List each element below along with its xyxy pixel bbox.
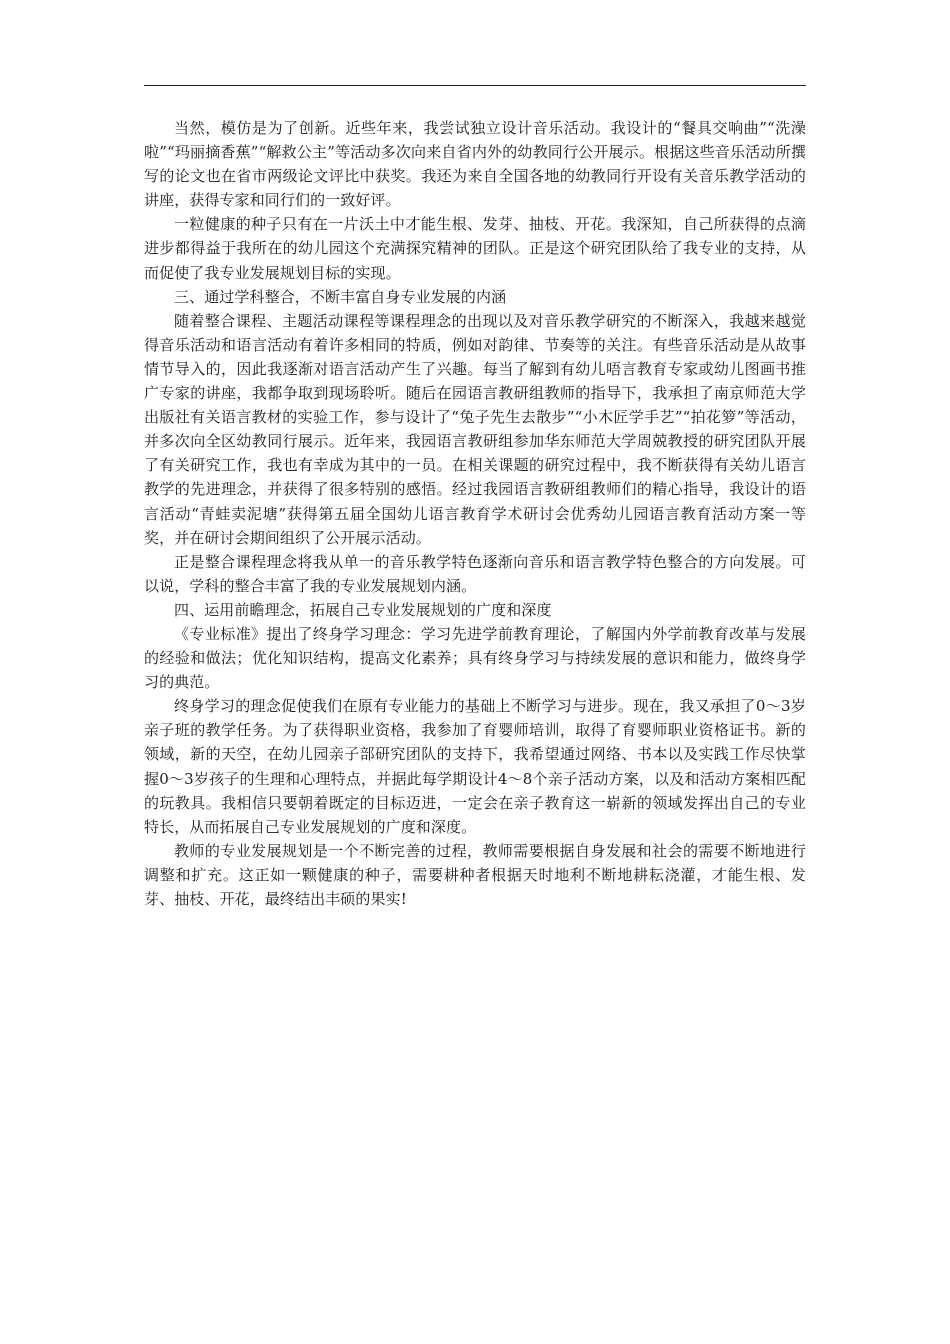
document-body xyxy=(144,116,806,911)
section-heading-3: 三、通过学科整合，不断丰富自身专业发展的内涵 xyxy=(174,287,507,306)
paragraph-integration-summary: 正是整合课程理念将我从单一的音乐教学特色逐渐向音乐和语言教学特色整合的方向发展。可以说，学科的整合丰富了我的专业发展规划内涵。 xyxy=(144,552,806,595)
section-heading-4: 四、运用前瞻理念，拓展自己专业发展规划的广度和深度 xyxy=(174,600,552,619)
header-rule xyxy=(144,85,806,86)
paragraph-integrated-curriculum: 随着整合课程、主题活动课程等课程理念的出现以及对音乐教学研究的不断深入，我越来越觉得音乐活动和语言活动有着许多相同的特质，例如对韵律、节奏等的关注。有些音乐活动是从故事情节导入的，因此我逐渐对语言活动产生了兴趣。每当了解到有幼儿唔言教育专家或幼儿图画书推广专家的讲座，我都争取到现场聆听。随后在园语言教研组教师的指导下，我承担了南京师范大学出版社有关语言教材的实验工作，参与设计了“兔子先生去散步”“小木匠学手艺”“拍花箩”等活动，并多次向全区幼教同行展示。近年来，我园语言教研组参加华东师范大学周兢教授的研究团队开展了有关研究工作，我也有幸成为其中的一员。在相关课题的研究过程中，我不断获得有关幼儿语言教学的先进理念，并获得了很多特别的感悟。经过我园语言教研组教师们的精心指导，我设计的语言活动“青蛙卖泥塘”获得第五届全国幼儿语言教育学术研讨会优秀幼儿园语言教育活动方案一等奖，并在研讨会期间组织了公开展示活动。 xyxy=(144,311,806,547)
paragraph-lifelong-learning: 终身学习的理念促使我们在原有专业能力的基础上不断学习与进步。现在，我又承担了0～3岁亲子班的教学任务。为了获得职业资格，我参加了育婴师培训，取得了育婴师职业资格证书。新的领域，新的天空，在幼儿园亲子部研究团队的支持下，我希望通过网络、书本以及实践工作尽快掌握0～3岁孩子的生理和心理特点，并据此每学期设计4～8个亲子活动方案，以及和活动方案相匹配的玩教具。我相信只要朝着既定的目标迈进，一定会在亲子教育这一崭新的领域发挥出自己的专业特长，从而拓展自己专业发展规划的广度和深度。 xyxy=(144,697,806,836)
paragraph-imitation-innovation: 当然，模仿是为了创新。近些年来，我尝试独立设计音乐活动。我设计的“餐具交响曲”“洗澡啦”“玛丽摘香蕉”“解救公主”等活动多次向来自省内外的幼教同行公开展示。根据这些音乐活动所撰写的论文也在省市两级论文评比中获奖。我还为来自全国各地的幼教同行开设有关音乐教学活动的讲座，获得专家和同行们的一致好评。 xyxy=(144,119,806,210)
paragraph-conclusion: 教师的专业发展规划是一个不断完善的过程，教师需要根据自身发展和社会的需要不断地进行调整和扩充。这正如一颗健康的种子，需要耕种者根据天时地利不断地耕耘浇灌，才能生根、发芽、抽枝、开花，最终结出丰硕的果实! xyxy=(144,841,806,908)
paragraph-professional-standard: 《专业标准》提出了终身学习理念：学习先进学前教育理论，了解国内外学前教育改革与发展的经验和做法；优化知识结构，提高文化素养；具有终身学习与持续发展的意识和能力，做终身学习的典范。 xyxy=(144,624,806,692)
paragraph-healthy-seed: 一粒健康的种子只有在一片沃土中才能生根、发芽、抽枝、开花。我深知，自己所获得的点滴进步都得益于我所在的幼儿园这个充满探究精神的团队。正是这个研究团队给了我专业的支持，从而促使了我专业发展规划目标的实现。 xyxy=(144,215,806,282)
